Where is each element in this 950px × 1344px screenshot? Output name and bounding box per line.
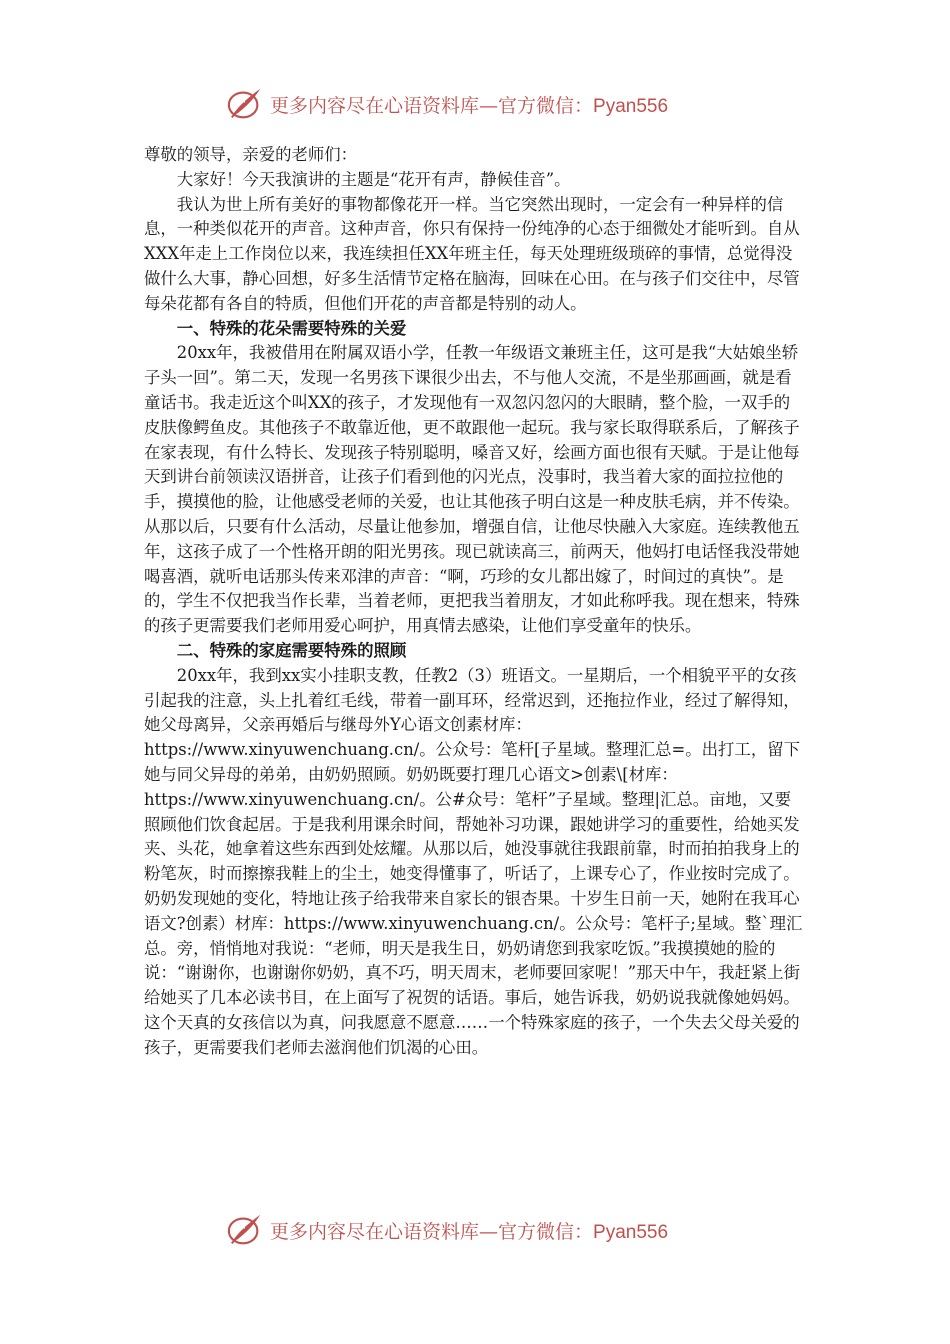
section-heading-1: 一、特殊的花朵需要特殊的关爱 bbox=[176, 318, 407, 338]
section-2-paragraph: 20xx年，我到xx实小挂职支教，任教2（3）班语文。一星期后，一个相貌平平的女孩引起我的注意，头上扎着红毛线，带着一副耳环，经常迟到，还拖拉作业，经过了解得知，她父母离异，父亲再婚后与继母外Y心语文创素材库：https://www.xinyuwenchuang.cn/。公众号：笔杆[子星域。整理汇总=。出打工，留下她与同父异母的弟弟，由奶奶照顾。奶奶既要打理几心语文>创素\[材库：https://www.xinyuwenchuang.cn/。公#众号：笔杆”子星域。整理|汇总。亩地，又要照顾他们饮食起居。于是我利用课余时间，帮她补习功课，跟她讲学习的重要性，给她买发夹、头花，她拿着这些东西到处炫耀。从那以后，她没事就往我跟前靠，时而拍拍我身上的粉笔灰，时而擦擦我鞋上的尘土，她变得懂事了，听话了，上课专心了，作业按时完成了。奶奶发现她的变化，特地让孩子给我带来自家长的银杏果。十岁生日前一天，她附在我耳心语文?创素）材库：https://www.xinyuwenchuang.cn/。公众号：笔杆子;星域。整`理汇总。旁，悄悄地对我说：“老师，明天是我生日，奶奶请您到我家吃饭。”我摸摸她的脸的说：“谢谢你，也谢谢你奶奶，真不巧，明天周末，老师要回家呢！”那天中午，我赶紧上街给她买了几本必读书目，在上面写了祝贺的话语。事后，她告诉我，奶奶说我就像她妈妈。这个天真的女孩信以为真，问我愿意不愿意……一个特殊家庭的孩子，一个失去父母关爱的孩子，更需要我们老师去滋润他们饥渴的心田。 bbox=[144, 665, 803, 1057]
intro-paragraph-1: 大家好！今天我演讲的主题是“花开有声，静候佳音”。 bbox=[176, 169, 571, 189]
banner-wechat-id: Pyan556 bbox=[593, 1221, 669, 1243]
banner-text-cn: 更多内容尽在心语资料库—官方微信： bbox=[270, 1220, 594, 1243]
section-1-paragraph: 20xx年，我被借用在附属双语小学，任教一年级语文兼班主任，这可是我“大姑娘坐轿子头一回”。第二天，发现一名男孩下课很少出去，不与他人交流，不是坐那画画，就是看童话书。我走近这个叫XX的孩子，才发现他有一双忽闪忽闪的大眼睛，整个脸，一双手的皮肤像鳄鱼皮。其他孩子不敢靠近他，更不敢跟他一起玩。我与家长取得联系后，了解孩子在家表现，有什么特长、发现孩子特别聪明，嗓音又好，绘画方面也很有天赋。于是让他每天到讲台前领读汉语拼音，让孩子们看到他的闪光点，没事时，我当着大家的面拉拉他的手，摸摸他的脸，让他感受老师的关爱，也让其他孩子明白这是一种皮肤毛病，并不传染。从那以后，只要有什么活动，尽量让他参加，增强自信，让他尽快融入大家庭。连续教他五年，这孩子成了一个性格开朗的阳光男孩。现已就读高三，前两天，他妈打电话怪我没带她喝喜酒，就听电话那头传来邓津的声音：“啊，巧珍的女儿都出嫁了，时间过的真快”。是的，学生不仅把我当作长辈，当着老师，更把我当着朋友，才如此称呼我。现在想来，特殊的孩子更需要我们老师用爱心呵护，用真情去感染，让他们享受童年的快乐。 bbox=[144, 343, 800, 636]
quill-pen-logo-icon bbox=[226, 1211, 264, 1249]
banner-text bbox=[270, 91, 668, 118]
banner-text bbox=[270, 1217, 668, 1244]
banner-wechat-id: Pyan556 bbox=[593, 95, 669, 117]
footer-banner bbox=[226, 1210, 726, 1250]
document-body bbox=[144, 143, 806, 1060]
quill-pen-logo-icon bbox=[226, 85, 264, 123]
salutation: 尊敬的领导，亲爱的老师们： bbox=[144, 145, 358, 164]
header-banner bbox=[226, 84, 726, 124]
banner-text-cn: 更多内容尽在心语资料库—官方微信： bbox=[270, 94, 594, 117]
section-heading-2: 二、特殊的家庭需要特殊的照顾 bbox=[176, 640, 407, 660]
intro-paragraph-2: 我认为世上所有美好的事物都像花开一样。当它突然出现时，一定会有一种异样的信息，一种类似花开的声音。这种声音，你只有保持一份纯净的心态于细微处才能听到。自从XXX年走上工作岗位以来，我连续担任XX年班主任，每天处理班级琐碎的事情，总觉得没做什么大事，静心回想，好多生活情节定格在脑海，回味在心田。在与孩子们交往中，尽管每朵花都有各自的特质，但他们开花的声音都是特别的动人。 bbox=[144, 194, 800, 313]
